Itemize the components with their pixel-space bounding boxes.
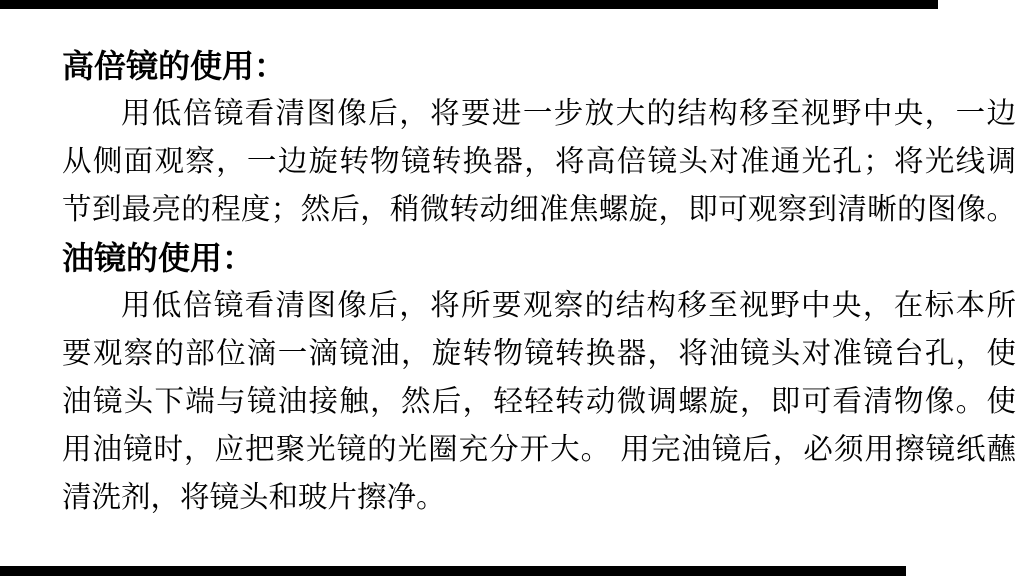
text-line: 用低倍镜看清图像后，将要进一步放大的结构移至视野中央，一边	[121, 97, 1016, 130]
text-line: 节到最亮的程度；然后，稍微转动细准焦螺旋，即可观察到清晰的图像。	[62, 193, 1016, 226]
bottom-letterbox-bar	[0, 566, 906, 576]
text-line: 用低倍镜看清图像后，将所要观察的结构移至视野中央，在标本所	[121, 289, 1016, 322]
section-heading-oil-immersion-lens: 油镜的使用：	[62, 240, 255, 276]
text-line: 用油镜时，应把聚光镜的光圈充分开大。 用完油镜后，必须用擦镜纸蘸	[62, 433, 1016, 466]
slide-content	[62, 42, 1016, 522]
top-letterbox-bar	[0, 0, 938, 9]
text-line: 要观察的部位滴一滴镜油，旋转物镜转换器，将油镜头对准镜台孔，使	[62, 337, 1016, 370]
section-heading-high-power-lens: 高倍镜的使用：	[62, 48, 287, 84]
text-line: 油镜头下端与镜油接触，然后，轻轻转动微调螺旋，即可看清物像。使	[62, 385, 1016, 418]
text-line: 清洗剂，将镜头和玻片擦净。	[62, 481, 446, 514]
text-line: 从侧面观察，一边旋转物镜转换器，将高倍镜头对准通光孔；将光线调	[62, 145, 1016, 178]
